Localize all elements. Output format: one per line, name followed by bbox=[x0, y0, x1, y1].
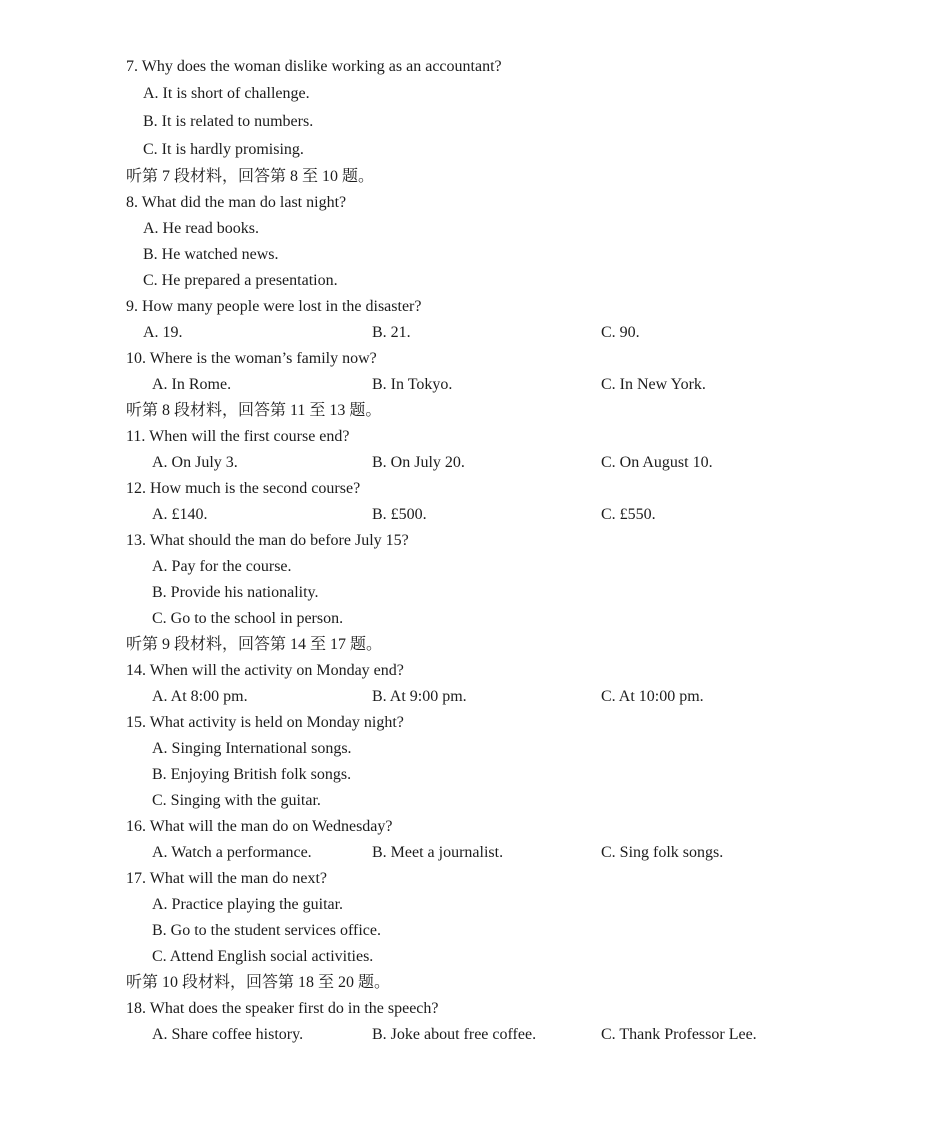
option-12c: C. £550. bbox=[601, 506, 656, 523]
option-18b: B. Joke about free coffee. bbox=[372, 1026, 537, 1043]
option-9b: B. 21. bbox=[372, 324, 411, 341]
option-9c: C. 90. bbox=[601, 324, 640, 341]
option-15a: A. Singing International songs. bbox=[152, 740, 352, 757]
question-14: 14. When will the activity on Monday end? bbox=[126, 662, 404, 679]
option-13c: C. Go to the school in person. bbox=[152, 610, 344, 627]
option-14b: B. At 9:00 pm. bbox=[372, 688, 467, 705]
question-8: 8. What did the man do last night? bbox=[126, 194, 347, 211]
option-8a: A. He read books. bbox=[143, 220, 259, 237]
option-11a: A. On July 3. bbox=[152, 454, 238, 471]
question-10: 10. Where is the woman’s family now? bbox=[126, 350, 377, 367]
option-17a: A. Practice playing the guitar. bbox=[152, 896, 344, 913]
question-13: 13. What should the man do before July 15? bbox=[126, 532, 409, 549]
option-18a: A. Share coffee history. bbox=[152, 1026, 304, 1043]
section-instruction-10: 听第 10 段材料，回答第 18 至 20 题。 bbox=[126, 974, 391, 991]
option-18c: C. Thank Professor Lee. bbox=[601, 1026, 757, 1043]
question-7: 7. Why does the woman dislike working as an accountant? bbox=[126, 58, 502, 75]
option-17b: B. Go to the student services office. bbox=[152, 922, 381, 939]
option-9a: A. 19. bbox=[143, 324, 183, 341]
option-12a: A. £140. bbox=[152, 506, 208, 523]
option-13b: B. Provide his nationality. bbox=[152, 584, 319, 601]
option-7c: C. It is hardly promising. bbox=[143, 141, 304, 158]
option-8b: B. He watched news. bbox=[143, 246, 279, 263]
option-14a: A. At 8:00 pm. bbox=[152, 688, 248, 705]
option-10c: C. In New York. bbox=[601, 376, 706, 393]
question-15: 15. What activity is held on Monday night? bbox=[126, 714, 404, 731]
option-12b: B. £500. bbox=[372, 506, 427, 523]
option-15c: C. Singing with the guitar. bbox=[152, 792, 321, 809]
option-13a: A. Pay for the course. bbox=[152, 558, 292, 575]
question-11: 11. When will the first course end? bbox=[126, 428, 350, 445]
question-12: 12. How much is the second course? bbox=[126, 480, 361, 497]
option-15b: B. Enjoying British folk songs. bbox=[152, 766, 352, 783]
option-11c: C. On August 10. bbox=[601, 454, 713, 471]
option-16c: C. Sing folk songs. bbox=[601, 844, 724, 861]
option-14c: C. At 10:00 pm. bbox=[601, 688, 704, 705]
question-9: 9. How many people were lost in the disaster? bbox=[126, 298, 422, 315]
option-16b: B. Meet a journalist. bbox=[372, 844, 504, 861]
section-instruction-7: 听第 7 段材料，回答第 8 至 10 题。 bbox=[126, 168, 375, 185]
option-7b: B. It is related to numbers. bbox=[143, 113, 314, 130]
option-16a: A. Watch a performance. bbox=[152, 844, 312, 861]
question-16: 16. What will the man do on Wednesday? bbox=[126, 818, 393, 835]
option-7a: A. It is short of challenge. bbox=[143, 85, 310, 102]
option-10a: A. In Rome. bbox=[152, 376, 232, 393]
option-10b: B. In Tokyo. bbox=[372, 376, 453, 393]
option-8c: C. He prepared a presentation. bbox=[143, 272, 338, 289]
option-11b: B. On July 20. bbox=[372, 454, 465, 471]
section-instruction-8: 听第 8 段材料，回答第 11 至 13 题。 bbox=[126, 402, 382, 419]
question-17: 17. What will the man do next? bbox=[126, 870, 327, 887]
option-17c: C. Attend English social activities. bbox=[152, 948, 374, 965]
section-instruction-9: 听第 9 段材料，回答第 14 至 17 题。 bbox=[126, 636, 383, 653]
question-18: 18. What does the speaker first do in the speech? bbox=[126, 1000, 439, 1017]
